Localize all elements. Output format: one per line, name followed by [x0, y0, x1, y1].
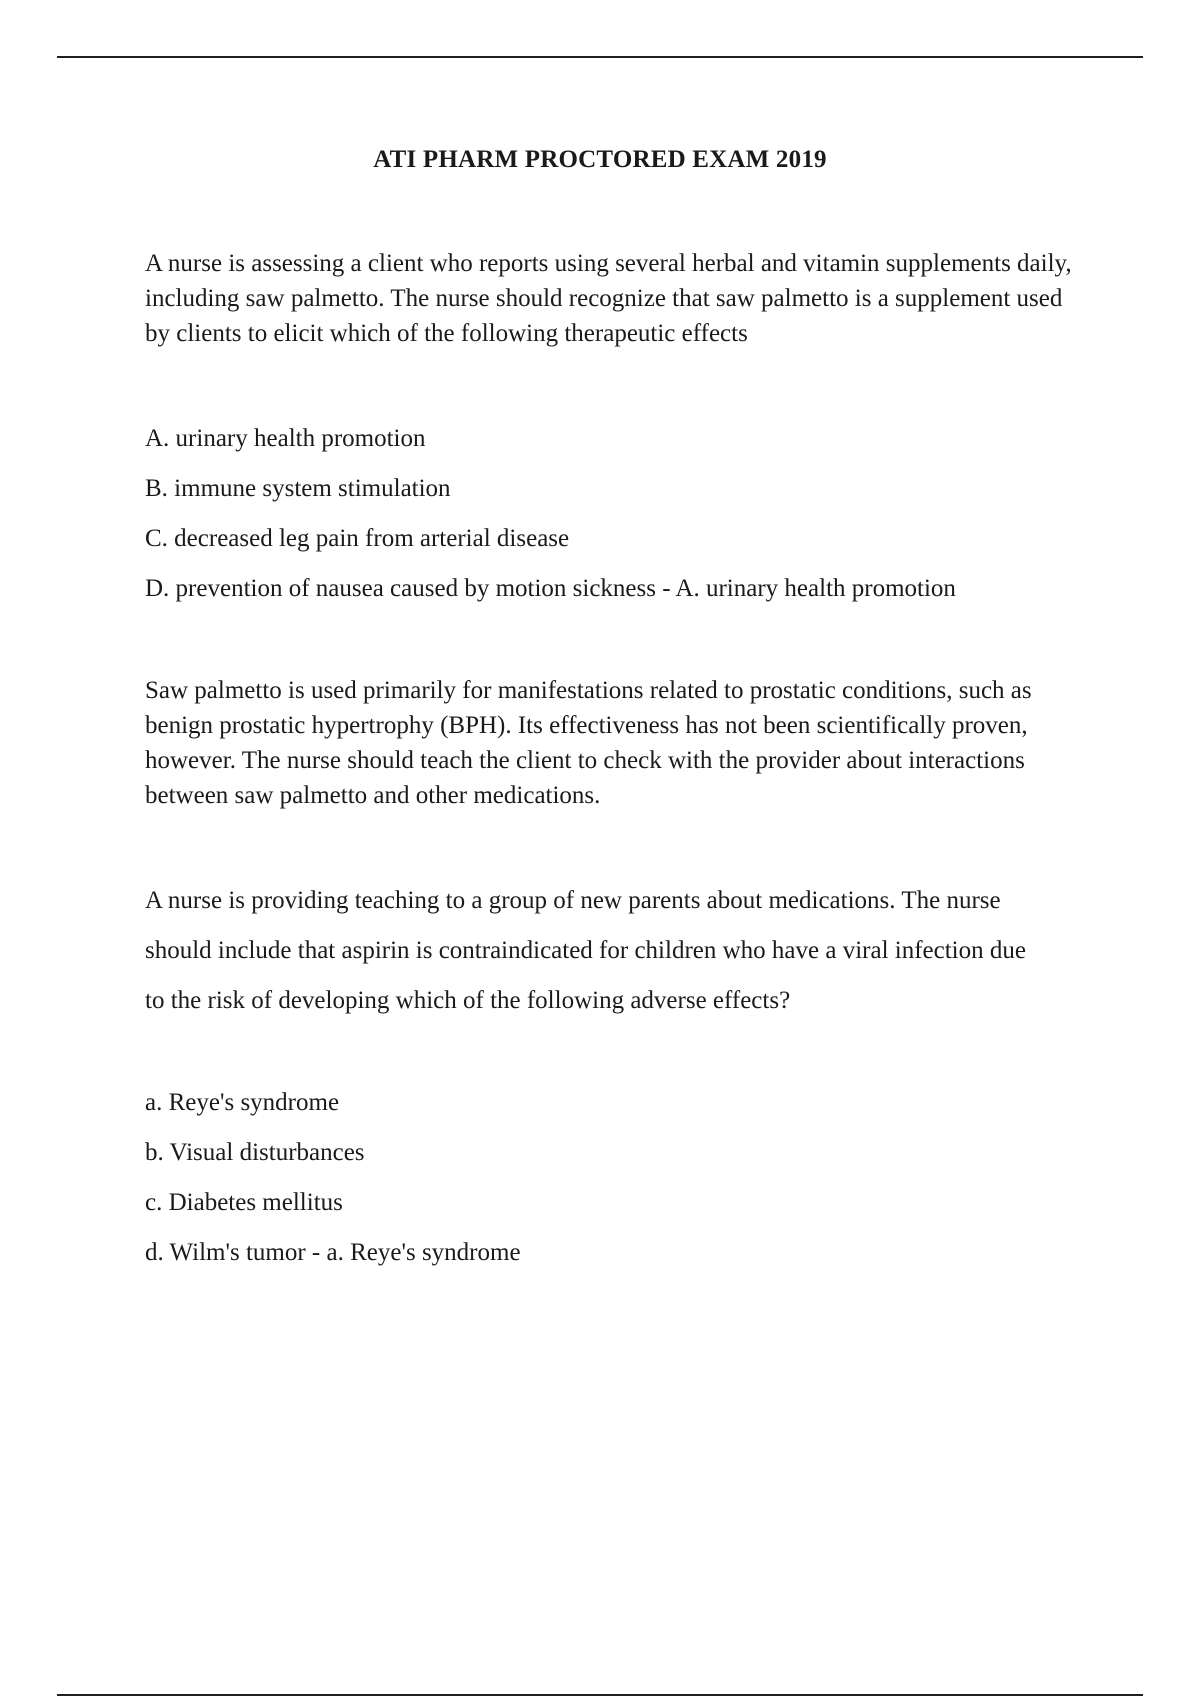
question-2-stem-line-2: should include that aspirin is contraindicated for children who have a viral infection due: [145, 937, 1026, 964]
spacer: [145, 1033, 1085, 1085]
top-divider: [57, 56, 1143, 58]
question-1-option-d-answer: D. prevention of nausea caused by motion sickness - A. urinary health promotion: [145, 575, 956, 602]
question-2-stem-line-3: to the risk of developing which of the following adverse effects?: [145, 987, 791, 1014]
document-title: ATI PHARM PROCTORED EXAM 2019: [373, 146, 827, 173]
spacer: [145, 621, 1085, 673]
question-1-option-b: B. immune system stimulation: [145, 475, 451, 502]
question-2-option-d-answer: d. Wilm's tumor - a. Reye's syndrome: [145, 1239, 521, 1266]
spacer: [145, 813, 1085, 883]
question-1-stem: A nurse is assessing a client who reports using several herbal and vitamin supplements daily, including saw palmetto. The nurse should recognize that saw palmetto is a supplement used by clients to elicit which of the following therapeutic effects: [145, 250, 1072, 347]
question-2-stem-line-1: A nurse is providing teaching to a group of new parents about medications. The nurse: [145, 887, 1001, 914]
bottom-divider: [57, 1694, 1143, 1696]
question-2-option-a: a. Reye's syndrome: [145, 1089, 340, 1116]
question-2-option-b: b. Visual disturbances: [145, 1139, 365, 1166]
question-1-option-a: A. urinary health promotion: [145, 425, 426, 452]
question-1-rationale: Saw palmetto is used primarily for manifestations related to prostatic conditions, such as benign prostatic hypertrophy (BPH). Its effectiveness has not been scientifically proven, however. The nurse should teach the client to check with the provider about interactions between saw palmetto and other medications.: [145, 677, 1032, 809]
question-1-option-c: C. decreased leg pain from arterial disease: [145, 525, 570, 552]
document-body: [145, 246, 1085, 1285]
question-2-option-c: c. Diabetes mellitus: [145, 1189, 343, 1216]
spacer: [145, 351, 1085, 421]
